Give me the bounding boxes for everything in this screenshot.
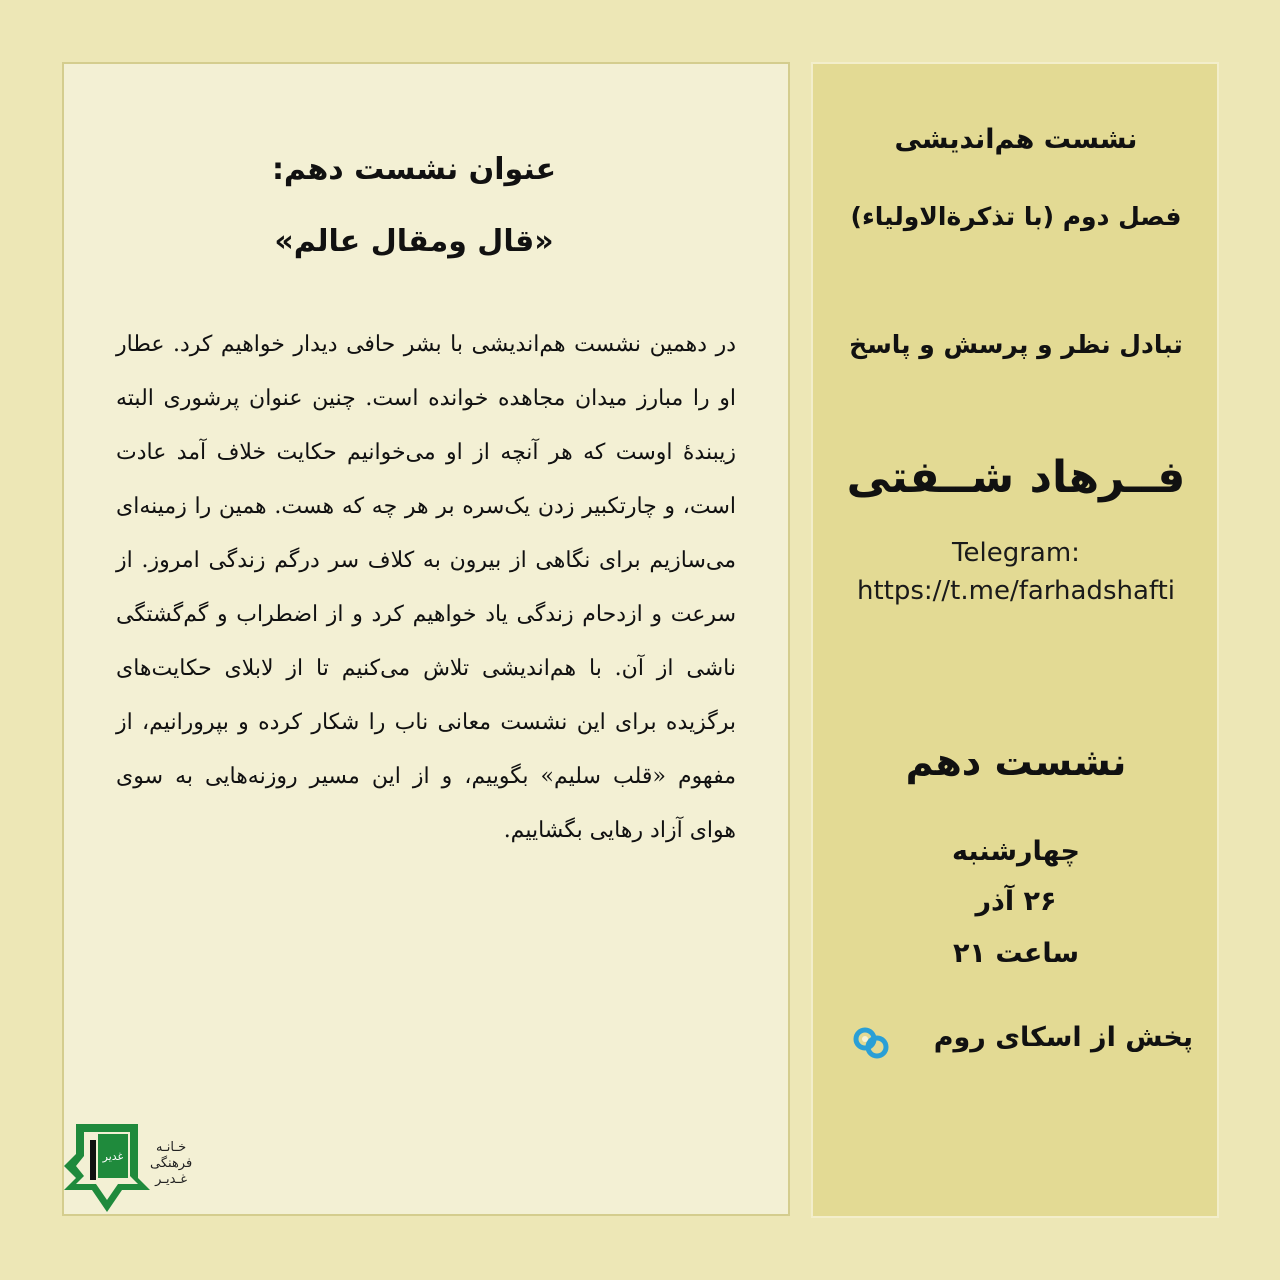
event-day: چهارشنبه (952, 836, 1080, 867)
broadcast-label: پخش از اسکای روم (933, 1022, 1193, 1053)
speaker-name: فــرهاد شــفتی (846, 452, 1186, 503)
session-subtitle: «قال ومقال عالم» (274, 224, 554, 259)
session-heading: عنوان نشست دهم: (271, 152, 557, 187)
skyroom-icon (853, 1026, 889, 1060)
event-date: ۲۶ آذر (975, 886, 1057, 917)
telegram-link[interactable]: https://t.me/farhadshafti (856, 576, 1176, 606)
format-label: تبادل نظر و پرسش و پاسخ (849, 330, 1183, 359)
session-number: نشست دهم (905, 740, 1127, 784)
description-panel (62, 62, 790, 1216)
season-label: فصل دوم (با تذکرة‌الاولیاء) (850, 202, 1182, 231)
emblem-text: غدیر (102, 1150, 124, 1163)
logo-line-2: فرهنگی (150, 1156, 193, 1171)
ghadir-logo (64, 1120, 214, 1218)
ghadir-emblem-icon (64, 1120, 150, 1218)
description-text: در دهمین نشست هم‌اندیشی با بشر حافی دیدار خواهیم کرد. عطار او را مبارز میدان مجاهده خوانده است. چنین عنوان پرشوری البته زیبندهٔ اوست که هر آنچه از او می‌خوانیم حکایت خلاف آمد عادت است، و چارتکبیر زدن یک‌سره بر هر چه که هست. همین را زمینه‌ای می‌سازیم برای نگاهی از بیرون به کلاف سر درگم زندگی امروز. از سرعت و ازدحام زندگی یاد خواهیم کرد و از اضطراب و گم‌گشتگی ناشی از آن. با هم‌اندیشی تلاش می‌کنیم تا از لابلای حکایت‌های برگزیده برای این نشست معانی ناب را شکار کرده و بپرورانیم، از مفهوم «قلب سلیم» بگوییم، و از این مسیر روزنه‌هایی به سوی هوای آزاد رهایی بگشاییم. (116, 332, 737, 843)
logo-line-1: خـانـه (155, 1140, 187, 1155)
event-time: ساعت ۲۱ (952, 938, 1080, 969)
logo-line-3: غـدیـر (155, 1172, 188, 1187)
logo-wordmark (150, 1140, 192, 1188)
telegram-label: Telegram: (952, 538, 1080, 568)
event-info-panel (811, 62, 1219, 1218)
series-title: نشست هم‌اندیشی (894, 124, 1138, 155)
